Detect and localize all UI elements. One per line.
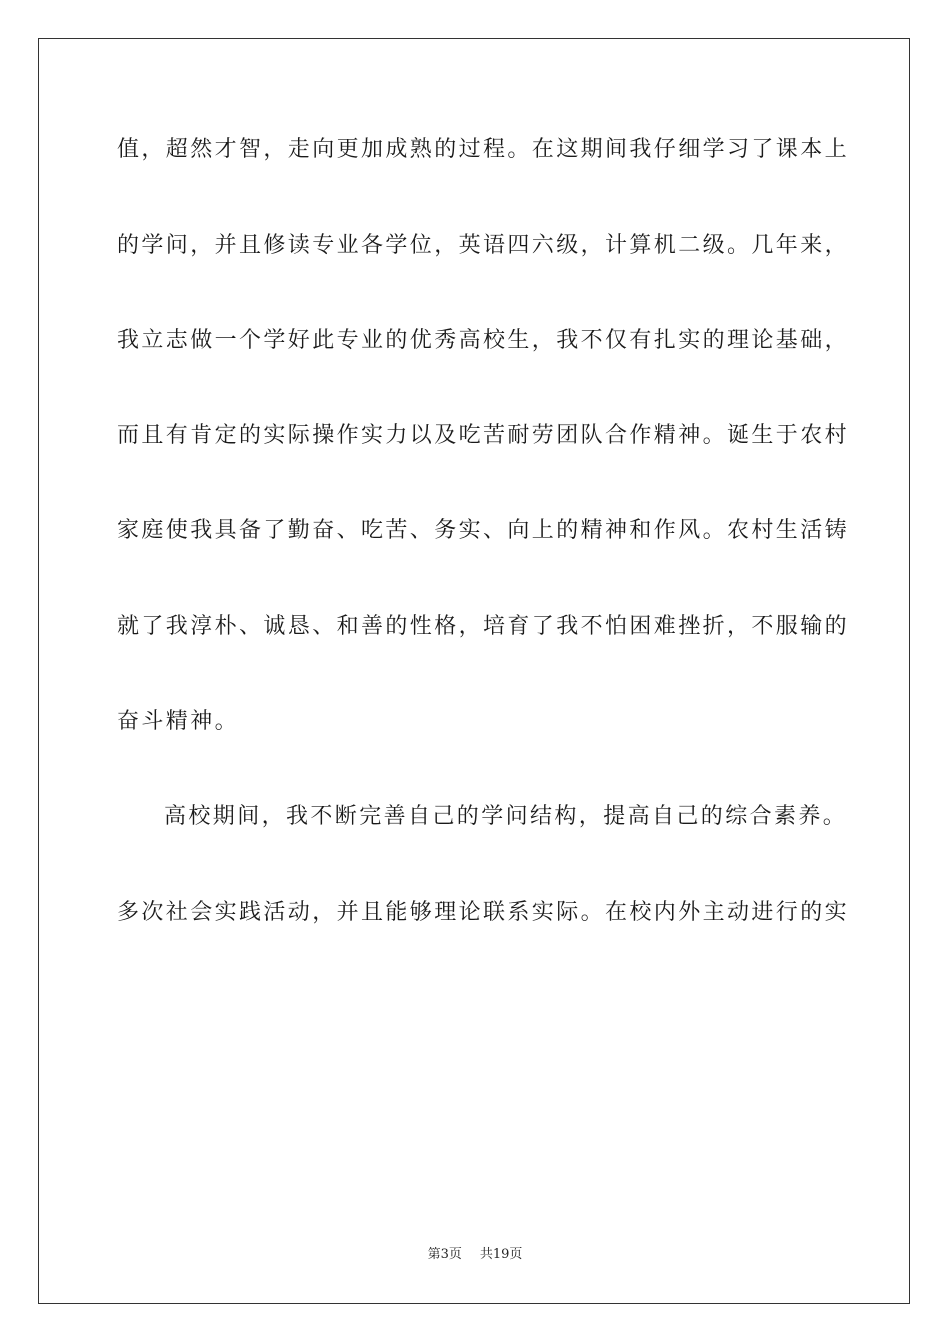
body-text-line: 家庭使我具备了勤奋、吃苦、务实、向上的精神和作风。农村生活铸 [117, 518, 850, 543]
body-text-line: 多次社会实践活动，并且能够理论联系实际。在校内外主动进行的实 [117, 900, 850, 925]
body-text-line: 值，超然才智，走向更加成熟的过程。在这期间我仔细学习了课本上 [117, 137, 850, 162]
paragraph-first-line: 高校期间，我不断完善自己的学问结构，提高自己的综合素养。 [164, 804, 848, 829]
page-frame [38, 38, 910, 1304]
body-text-line: 我立志做一个学好此专业的优秀高校生，我不仅有扎实的理论基础， [117, 328, 850, 353]
body-text-line: 的学问，并且修读专业各学位，英语四六级，计算机二级。几年来， [117, 233, 850, 258]
page-total: 共19页 [479, 1247, 523, 1262]
page-number: 第3页 [427, 1247, 462, 1262]
body-text-line: 而且有肯定的实际操作实力以及吃苦耐劳团队合作精神。诞生于农村 [117, 423, 850, 448]
page-footer [0, 1246, 950, 1264]
body-text-line: 就了我淳朴、诚恳、和善的性格，培育了我不怕困难挫折，不服输的 [117, 614, 850, 639]
body-text-line: 奋斗精神。 [117, 709, 240, 734]
